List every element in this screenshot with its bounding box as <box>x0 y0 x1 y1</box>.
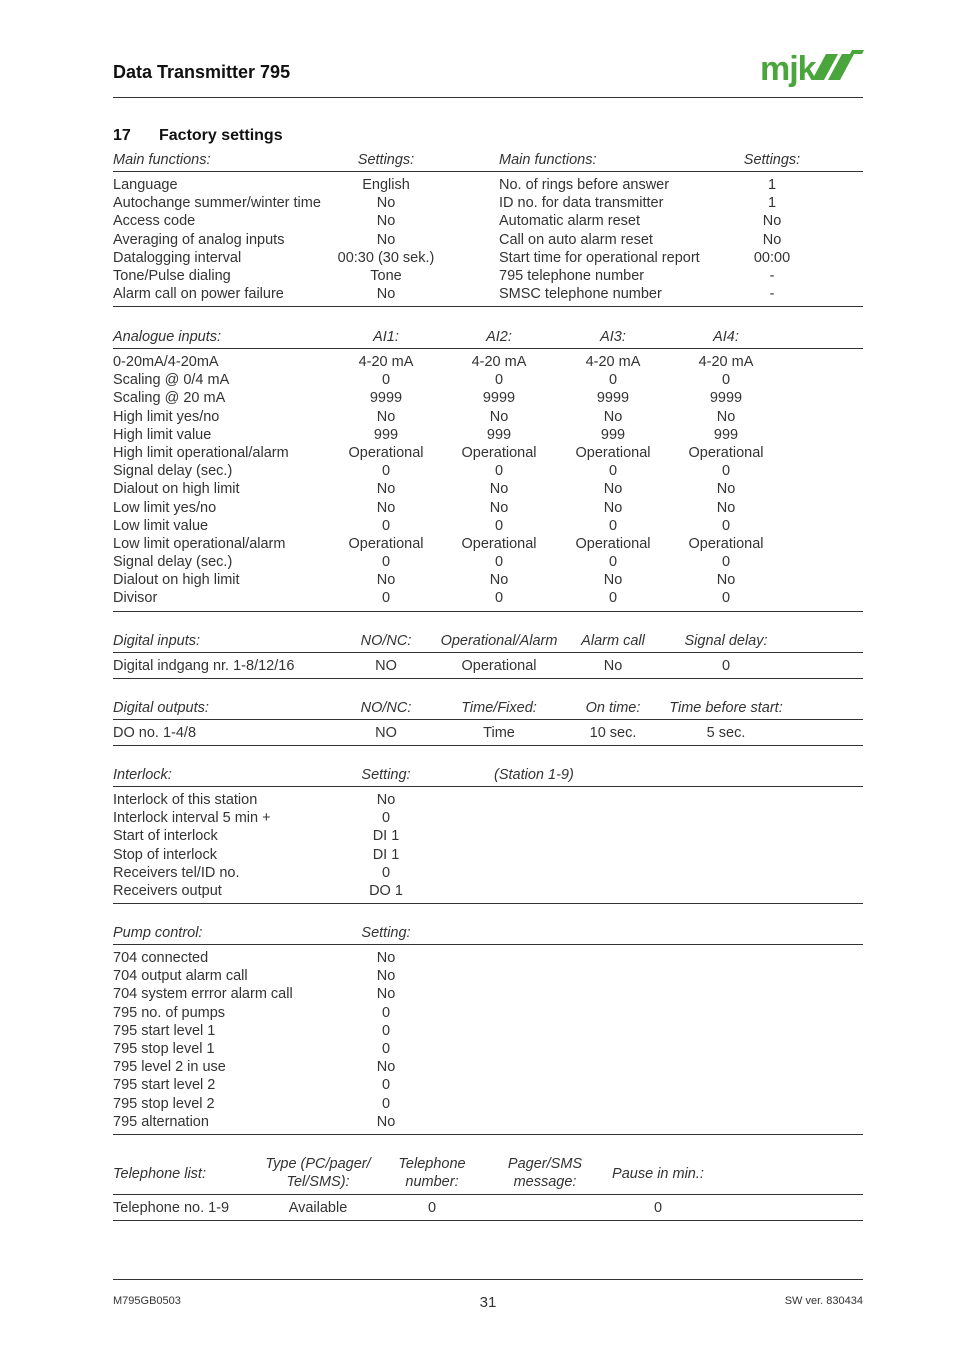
column-header: Digital inputs: <box>113 633 201 649</box>
cell-value: Operational <box>575 444 651 461</box>
row-label: Dialout on high limit <box>113 572 240 589</box>
row-label: 704 connected <box>113 950 209 966</box>
cell-value: 0 <box>608 372 618 389</box>
header-main-functions-right: Main functions: <box>499 152 597 168</box>
cell-value: 10 sec. <box>589 725 637 741</box>
table-row <box>113 809 863 827</box>
row-label: Telephone no. 1-9 <box>113 1200 230 1216</box>
main-functions-header <box>113 150 863 172</box>
cell-value: Operational <box>688 535 764 552</box>
digital-inputs-rows <box>113 653 863 679</box>
header-number-line1: Telephone <box>398 1156 466 1172</box>
cell-value: No <box>603 408 623 425</box>
row-label: Signal delay (sec.) <box>113 554 233 571</box>
telephone-list-rows <box>113 1195 863 1221</box>
digital-inputs-header <box>113 631 863 653</box>
cell-value: Operational <box>575 535 651 552</box>
setting-label: Alarm call on power failure <box>113 286 284 303</box>
column-header: Digital outputs: <box>113 700 209 716</box>
column-header: NO/NC: <box>360 633 412 649</box>
table-row <box>113 1004 863 1022</box>
table-row <box>113 985 863 1003</box>
setting-value: No <box>376 213 396 230</box>
cell-value: 0 <box>427 1200 437 1216</box>
column-header: AI2: <box>486 329 512 345</box>
table-row <box>113 589 863 607</box>
cell-value: Operational <box>348 444 424 461</box>
cell-value: 0 <box>381 1095 391 1112</box>
header-divider <box>113 97 863 98</box>
header-message-line1: Pager/SMS <box>507 1156 583 1172</box>
table-row <box>113 1058 863 1076</box>
cell-value: No <box>376 1113 396 1130</box>
cell-value: No <box>489 481 509 498</box>
mjk-logo-icon <box>760 50 864 92</box>
cell-value: 0 <box>721 463 731 480</box>
row-label: 795 start level 2 <box>113 1077 216 1094</box>
row-label: 704 system errror alarm call <box>113 986 293 1003</box>
table-row <box>113 462 863 480</box>
table-row <box>113 176 863 194</box>
row-label: 795 alternation <box>113 1113 209 1130</box>
setting-label: 795 telephone number <box>499 267 645 284</box>
cell-value: 999 <box>713 426 739 443</box>
cell-value: 0 <box>381 1022 391 1039</box>
setting-value: No <box>762 231 782 248</box>
row-label: 795 stop level 2 <box>113 1095 215 1112</box>
column-header: Time before start: <box>669 700 783 716</box>
header-settings-right: Settings: <box>743 152 801 168</box>
cell-value: 0 <box>653 1200 663 1216</box>
table-row <box>113 249 863 267</box>
table-row <box>113 267 863 285</box>
cell-value: No <box>376 950 396 966</box>
cell-value: 0 <box>608 590 618 607</box>
cell-value: 0 <box>381 810 391 827</box>
row-label: Low limit value <box>113 517 209 534</box>
interlock-rows <box>113 787 863 904</box>
table-row <box>113 846 863 864</box>
row-label: DO no. 1-4/8 <box>113 725 197 741</box>
header-message-line2: message: <box>513 1174 577 1190</box>
cell-value: 999 <box>486 426 512 443</box>
setting-label: Call on auto alarm reset <box>499 231 653 248</box>
row-label: Receivers output <box>113 882 222 899</box>
cell-value: No <box>489 408 509 425</box>
cell-value: No <box>376 968 396 985</box>
cell-value: 0 <box>494 372 504 389</box>
cell-value: 0 <box>721 554 731 571</box>
setting-value: English <box>362 177 410 193</box>
telephone-list-header <box>113 1155 863 1195</box>
table-row <box>113 194 863 212</box>
table-row <box>113 864 863 882</box>
row-label: Interlock interval 5 min + <box>113 810 271 827</box>
cell-value: Time <box>483 725 515 741</box>
table-row <box>113 1113 863 1131</box>
header-telephone-list: Telephone list: <box>113 1166 206 1182</box>
cell-value: No <box>376 408 396 425</box>
table-row <box>113 444 863 462</box>
cell-value: No <box>603 499 623 516</box>
column-header: Interlock: <box>113 767 172 783</box>
setting-label: Autochange summer/winter time <box>113 195 321 212</box>
row-label: Divisor <box>113 590 158 607</box>
table-row <box>113 231 863 249</box>
cell-value: 0 <box>721 658 731 674</box>
cell-value: No <box>376 792 396 808</box>
cell-value: DI 1 <box>372 828 400 845</box>
table-row <box>113 967 863 985</box>
digital-outputs-table <box>113 698 863 746</box>
cell-value: 0 <box>721 517 731 534</box>
pump-control-header <box>113 923 863 945</box>
cell-value: 4-20 mA <box>698 354 754 370</box>
column-header: AI1: <box>373 329 399 345</box>
table-row <box>113 389 863 407</box>
row-label: Start of interlock <box>113 828 218 845</box>
cell-value: 4-20 mA <box>471 354 527 370</box>
setting-label: Automatic alarm reset <box>499 213 641 230</box>
cell-value: Available <box>288 1200 348 1216</box>
setting-label: SMSC telephone number <box>499 286 662 303</box>
cell-value: 999 <box>600 426 626 443</box>
interlock-header <box>113 765 863 787</box>
section-number: 17 <box>113 127 131 144</box>
cell-value: 0 <box>608 554 618 571</box>
cell-value: 9999 <box>482 390 516 407</box>
main-functions-table <box>113 150 863 307</box>
header-type-line2: Tel/SMS): <box>286 1174 350 1190</box>
column-header: Analogue inputs: <box>113 329 222 345</box>
cell-value: No <box>603 658 623 674</box>
cell-value: No <box>489 572 509 589</box>
cell-value: 0 <box>608 517 618 534</box>
cell-value: No <box>716 499 736 516</box>
column-header: (Station 1-9) <box>494 767 574 783</box>
setting-label: Start time for operational report <box>499 249 700 266</box>
setting-value: 00:00 <box>753 249 791 266</box>
cell-value: No <box>376 499 396 516</box>
footer-divider <box>113 1279 863 1280</box>
header-main-functions: Main functions: <box>113 152 211 168</box>
setting-value: 1 <box>767 195 777 212</box>
setting-value: - <box>769 286 775 303</box>
setting-value: - <box>769 267 775 284</box>
row-label: 795 level 2 in use <box>113 1059 226 1076</box>
cell-value: 4-20 mA <box>358 354 414 370</box>
cell-value: 0 <box>381 517 391 534</box>
row-label: Scaling @ 20 mA <box>113 390 226 407</box>
column-header: Operational/Alarm <box>440 633 558 649</box>
setting-value: No <box>376 195 396 212</box>
telephone-list-table <box>113 1155 863 1221</box>
row-label: Signal delay (sec.) <box>113 463 233 480</box>
row-label: High limit operational/alarm <box>113 444 289 461</box>
table-row <box>113 426 863 444</box>
cell-value: 4-20 mA <box>585 354 641 370</box>
cell-value: 0 <box>381 372 391 389</box>
setting-label: Language <box>113 177 178 193</box>
cell-value: No <box>716 481 736 498</box>
cell-value: 0 <box>381 463 391 480</box>
row-label: 795 start level 1 <box>113 1022 216 1039</box>
cell-value: 0 <box>608 463 618 480</box>
cell-value: 0 <box>721 372 731 389</box>
table-row <box>113 1076 863 1094</box>
column-header: Setting: <box>361 925 411 941</box>
section-heading <box>113 127 283 145</box>
svg-text:mjk: mjk <box>760 50 816 88</box>
pump-control-rows <box>113 945 863 1135</box>
cell-value: 0 <box>494 554 504 571</box>
cell-value: Operational <box>688 444 764 461</box>
column-header: Setting: <box>361 767 411 783</box>
column-header: Alarm call <box>581 633 645 649</box>
table-row <box>113 353 863 371</box>
cell-value: No <box>376 986 396 1003</box>
row-label: Low limit yes/no <box>113 499 217 516</box>
cell-value: 9999 <box>369 390 403 407</box>
table-row <box>113 499 863 517</box>
cell-value: Operational <box>461 444 537 461</box>
row-label: 0-20mA/4-20mA <box>113 354 219 370</box>
setting-value: No <box>376 231 396 248</box>
header-pause: Pause in min.: <box>612 1166 704 1182</box>
analogue-inputs-header <box>113 327 863 349</box>
table-row <box>113 791 863 809</box>
header-settings: Settings: <box>357 152 415 168</box>
document-title: Data Transmitter 795 <box>113 62 291 82</box>
cell-value: 0 <box>494 590 504 607</box>
row-label: Dialout on high limit <box>113 481 240 498</box>
main-functions-rows <box>113 172 863 307</box>
table-row <box>113 1022 863 1040</box>
cell-value: 5 sec. <box>706 725 746 741</box>
setting-value: Tone <box>370 267 402 284</box>
interlock-table <box>113 765 863 904</box>
table-row <box>113 553 863 571</box>
row-label: High limit value <box>113 426 212 443</box>
header-type-line1: Type (PC/pager/ <box>265 1156 371 1172</box>
setting-label: Datalogging interval <box>113 249 242 266</box>
cell-value: DO 1 <box>369 882 403 899</box>
table-row <box>113 1040 863 1058</box>
cell-value: No <box>376 481 396 498</box>
table-row <box>113 285 863 303</box>
column-header: Pump control: <box>113 925 203 941</box>
setting-value: 00:30 (30 sek.) <box>337 249 435 266</box>
section-title: Factory settings <box>159 127 283 144</box>
column-header: Time/Fixed: <box>461 700 537 716</box>
cell-value: No <box>489 499 509 516</box>
row-label: Interlock of this station <box>113 792 258 808</box>
setting-label: Access code <box>113 213 196 230</box>
pump-control-table <box>113 923 863 1135</box>
setting-label: Averaging of analog inputs <box>113 231 285 248</box>
setting-label: Tone/Pulse dialing <box>113 267 231 284</box>
cell-value: 0 <box>494 463 504 480</box>
cell-value: 0 <box>381 590 391 607</box>
table-row <box>113 1199 863 1217</box>
row-label: High limit yes/no <box>113 408 220 425</box>
cell-value: NO <box>375 725 397 741</box>
row-label: 704 output alarm call <box>113 968 248 985</box>
cell-value: No <box>376 1059 396 1076</box>
table-row <box>113 371 863 389</box>
table-row <box>113 882 863 900</box>
cell-value: Operational <box>348 535 424 552</box>
cell-value: 0 <box>381 1040 391 1057</box>
table-row <box>113 571 863 589</box>
column-header: NO/NC: <box>360 700 412 716</box>
cell-value: No <box>603 481 623 498</box>
cell-value: No <box>376 572 396 589</box>
table-row <box>113 517 863 535</box>
header-number-line2: number: <box>405 1174 459 1190</box>
table-row <box>113 657 863 675</box>
setting-label: No. of rings before answer <box>499 177 670 193</box>
cell-value: 0 <box>381 554 391 571</box>
table-row <box>113 212 863 230</box>
cell-value: 0 <box>381 1077 391 1094</box>
table-row <box>113 827 863 845</box>
setting-value: 1 <box>767 177 777 193</box>
table-row <box>113 480 863 498</box>
cell-value: Operational <box>461 535 537 552</box>
row-label: 795 stop level 1 <box>113 1040 215 1057</box>
row-label: Receivers tel/ID no. <box>113 864 240 881</box>
row-label: Digital indgang nr. 1-8/12/16 <box>113 658 295 674</box>
row-label: Stop of interlock <box>113 846 217 863</box>
analogue-inputs-rows <box>113 349 863 612</box>
cell-value: NO <box>375 658 397 674</box>
page-number: 31 <box>479 1294 497 1311</box>
software-version: SW ver. 830434 <box>784 1295 863 1307</box>
row-label: 795 no. of pumps <box>113 1004 226 1021</box>
analogue-inputs-table <box>113 327 863 612</box>
column-header: Signal delay: <box>684 633 768 649</box>
digital-outputs-header <box>113 698 863 720</box>
column-header: On time: <box>585 700 641 716</box>
cell-value: No <box>716 572 736 589</box>
cell-value: No <box>603 572 623 589</box>
cell-value: Operational <box>461 658 537 674</box>
row-label: Scaling @ 0/4 mA <box>113 372 230 389</box>
document-id: M795GB0503 <box>113 1295 181 1307</box>
cell-value: 9999 <box>709 390 743 407</box>
table-row <box>113 535 863 553</box>
cell-value: 9999 <box>596 390 630 407</box>
table-row <box>113 1095 863 1113</box>
column-header: AI4: <box>713 329 739 345</box>
cell-value: 0 <box>381 864 391 881</box>
table-row <box>113 949 863 967</box>
table-row <box>113 408 863 426</box>
column-header: AI3: <box>600 329 626 345</box>
setting-value: No <box>762 213 782 230</box>
cell-value: 0 <box>381 1004 391 1021</box>
cell-value: 0 <box>494 517 504 534</box>
setting-value: No <box>376 286 396 303</box>
setting-label: ID no. for data transmitter <box>499 195 664 212</box>
cell-value: 999 <box>373 426 399 443</box>
cell-value: 0 <box>721 590 731 607</box>
table-row <box>113 724 863 742</box>
digital-inputs-table <box>113 631 863 679</box>
cell-value: DI 1 <box>372 846 400 863</box>
cell-value: No <box>716 408 736 425</box>
row-label: Low limit operational/alarm <box>113 535 286 552</box>
digital-outputs-rows <box>113 720 863 746</box>
